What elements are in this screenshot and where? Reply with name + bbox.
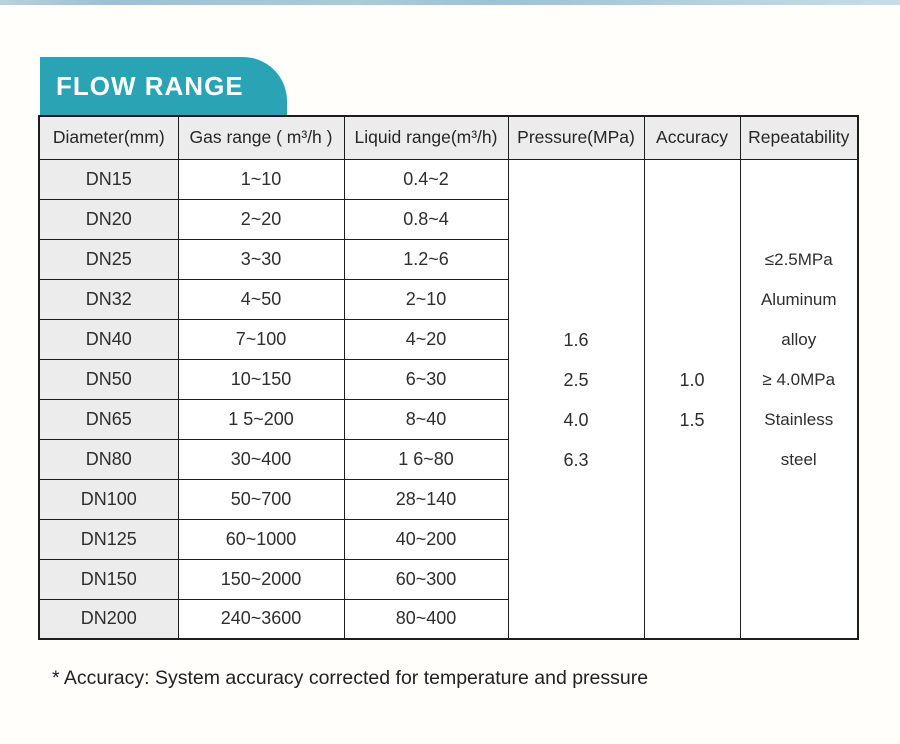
gas-range-cell: 1~10 xyxy=(178,159,344,199)
liquid-range-cell: 1 6~80 xyxy=(344,439,508,479)
liquid-range-cell: 6~30 xyxy=(344,359,508,399)
repeatability-merged-cell xyxy=(740,159,858,639)
pressure-merged-cell xyxy=(508,159,644,639)
pressure-value: 2.5 xyxy=(563,369,589,390)
gas-range-cell: 7~100 xyxy=(178,319,344,359)
diameter-cell: DN125 xyxy=(39,519,178,559)
col-header-diameter: Diameter(mm) xyxy=(39,116,178,159)
repeatability-line: ≤2.5MPa xyxy=(764,249,833,269)
col-header-pressure: Pressure(MPa) xyxy=(508,116,644,159)
diameter-cell: DN15 xyxy=(39,159,178,199)
liquid-range-cell: 0.8~4 xyxy=(344,199,508,239)
col-header-liquid-range: Liquid range(m³/h) xyxy=(344,116,508,159)
liquid-range-cell: 60~300 xyxy=(344,559,508,599)
diameter-cell: DN20 xyxy=(39,199,178,239)
diameter-cell: DN80 xyxy=(39,439,178,479)
accuracy-footnote: * Accuracy: System accuracy corrected for temperature and pressure xyxy=(52,667,649,689)
repeatability-line: alloy xyxy=(781,329,817,349)
table-row xyxy=(39,159,858,199)
diameter-cell: DN40 xyxy=(39,319,178,359)
liquid-range-cell: 8~40 xyxy=(344,399,508,439)
repeatability-line: Aluminum xyxy=(760,289,837,309)
gas-range-cell: 1 5~200 xyxy=(178,399,344,439)
liquid-range-cell: 1.2~6 xyxy=(344,239,508,279)
repeatability-line: Stainless xyxy=(764,409,834,429)
liquid-range-cell: 40~200 xyxy=(344,519,508,559)
gas-range-cell: 3~30 xyxy=(178,239,344,279)
pressure-value: 6.3 xyxy=(563,449,589,470)
repeatability-line: ≥ 4.0MPa xyxy=(762,369,836,389)
diameter-cell: DN100 xyxy=(39,479,178,519)
gas-range-cell: 2~20 xyxy=(178,199,344,239)
diameter-cell: DN25 xyxy=(39,239,178,279)
accuracy-merged-cell xyxy=(644,159,740,639)
col-header-repeatability: Repeatability xyxy=(740,116,858,159)
diameter-cell: DN150 xyxy=(39,559,178,599)
pressure-value: 4.0 xyxy=(563,409,589,430)
liquid-range-cell: 28~140 xyxy=(344,479,508,519)
liquid-range-cell: 80~400 xyxy=(344,599,508,639)
page-title: FLOW RANGE xyxy=(56,70,244,101)
flow-range-table xyxy=(38,115,859,640)
accuracy-value: 1.0 xyxy=(679,369,705,390)
col-header-accuracy: Accuracy xyxy=(644,116,740,159)
col-header-gas-range: Gas range ( m³/h ) xyxy=(178,116,344,159)
gas-range-cell: 240~3600 xyxy=(178,599,344,639)
flow-range-banner xyxy=(40,57,287,115)
liquid-range-cell: 4~20 xyxy=(344,319,508,359)
gas-range-cell: 60~1000 xyxy=(178,519,344,559)
liquid-range-cell: 0.4~2 xyxy=(344,159,508,199)
pressure-value: 1.6 xyxy=(563,329,589,350)
gas-range-cell: 4~50 xyxy=(178,279,344,319)
gas-range-cell: 150~2000 xyxy=(178,559,344,599)
header-row xyxy=(39,116,858,159)
gas-range-cell: 50~700 xyxy=(178,479,344,519)
accuracy-value: 1.5 xyxy=(679,409,705,430)
diameter-cell: DN32 xyxy=(39,279,178,319)
diameter-cell: DN65 xyxy=(39,399,178,439)
diameter-cell: DN50 xyxy=(39,359,178,399)
gas-range-cell: 30~400 xyxy=(178,439,344,479)
top-decorative-strip xyxy=(0,0,900,5)
liquid-range-cell: 2~10 xyxy=(344,279,508,319)
repeatability-line: steel xyxy=(780,449,817,469)
diameter-cell: DN200 xyxy=(39,599,178,639)
gas-range-cell: 10~150 xyxy=(178,359,344,399)
